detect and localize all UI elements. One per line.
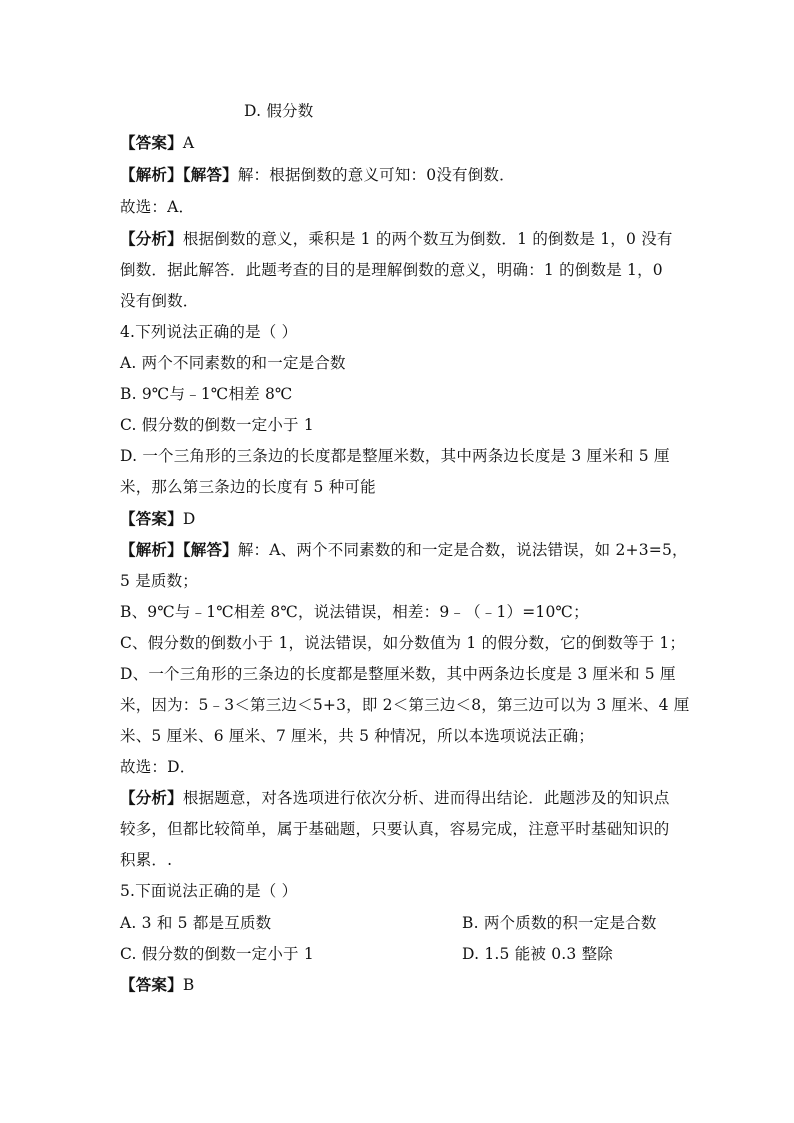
q4-conclusion: 故选：D． bbox=[120, 758, 196, 776]
analysis-tag: 【解析】【解答】 bbox=[120, 540, 238, 559]
q3-answer: A bbox=[182, 134, 195, 152]
q4-analysis-line-5: D、一个三角形的三条边的长度都是整厘米数，其中两条边长度是 3 厘米和 5 厘 bbox=[120, 665, 676, 683]
q4-analysis-line-7: 米、5 厘米、6 厘米、7 厘米，共 5 种情况，所以本选项说法正确； bbox=[120, 727, 595, 745]
q3-fenxi-text-1: 根据倒数的意义，乘积是 1 的两个数互为倒数．1 的倒数是 1，0 没有 bbox=[182, 230, 673, 248]
q4-fenxi-line-3: 积累．. bbox=[120, 851, 173, 869]
q3-answer-line bbox=[120, 133, 194, 153]
q5-answer-line bbox=[120, 975, 194, 995]
q3-analysis-line bbox=[120, 165, 515, 185]
q4-fenxi-text-1: 根据题意，对各选项进行依次分析、进而得出结论．此题涉及的知识点 bbox=[182, 789, 670, 807]
q4-analysis-line-2: 5 是质数； bbox=[120, 572, 198, 590]
q4-analysis-text-1: 解：A、两个不同素数的和一定是合数，说法错误，如 2+3=5， bbox=[237, 541, 688, 559]
q5-option-d: D. 1.5 能被 0.3 整除 bbox=[462, 945, 614, 963]
q4-option-d-line-2: 米，那么第三条边的长度有 5 种可能 bbox=[120, 478, 376, 496]
q4-option-c: C. 假分数的倒数一定小于 1 bbox=[120, 416, 314, 434]
q4-option-b: B. 9℃与﹣1℃相差 8℃ bbox=[120, 385, 293, 403]
q5-stem: 5.下面说法正确的是（ ） bbox=[120, 882, 298, 900]
q5-option-c: C. 假分数的倒数一定小于 1 bbox=[120, 945, 314, 963]
q5-option-a: A. 3 和 5 都是互质数 bbox=[120, 914, 272, 932]
q5-answer: B bbox=[182, 976, 195, 994]
q4-option-d-line-1: D. 一个三角形的三条边的长度都是整厘米数，其中两条边长度是 3 厘米和 5 厘 bbox=[120, 447, 670, 465]
q4-fenxi-line-2: 较多，但都比较简单，属于基础题，只要认真，容易完成，注意平时基础知识的 bbox=[120, 820, 670, 838]
q4-answer: D bbox=[182, 510, 196, 528]
q3-fenxi-line-2: 倒数．据此解答．此题考查的目的是理解倒数的意义，明确：1 的倒数是 1，0 bbox=[120, 261, 663, 279]
q4-fenxi-line-1 bbox=[120, 788, 670, 808]
q5-option-b: B. 两个质数的积一定是合数 bbox=[462, 914, 657, 932]
q3-fenxi-line-1 bbox=[120, 229, 673, 249]
q4-analysis-line-6: 米，因为：5﹣3＜第三边＜5+3，即 2＜第三边＜8，第三边可以为 3 厘米、4 厘 bbox=[120, 696, 690, 714]
q3-fenxi-line-3: 没有倒数． bbox=[120, 292, 199, 310]
q3-analysis: 解：根据倒数的意义可知：0没有倒数． bbox=[237, 166, 515, 184]
answer-tag: 【答案】 bbox=[120, 975, 183, 994]
answer-tag: 【答案】 bbox=[120, 133, 183, 152]
q4-answer-line bbox=[120, 509, 195, 529]
answer-tag: 【答案】 bbox=[120, 509, 183, 528]
fenxi-tag: 【分析】 bbox=[120, 229, 183, 248]
fenxi-tag: 【分析】 bbox=[120, 788, 183, 807]
analysis-tag: 【解析】【解答】 bbox=[120, 165, 238, 184]
q3-option-d: D. 假分数 bbox=[244, 102, 314, 120]
q4-option-a: A. 两个不同素数的和一定是合数 bbox=[120, 354, 346, 372]
q4-stem: 4.下列说法正确的是（ ） bbox=[120, 323, 298, 341]
q4-analysis-line-1 bbox=[120, 540, 688, 560]
q3-conclusion: 故选：A． bbox=[120, 198, 195, 216]
q4-analysis-line-3: B、9℃与﹣1℃相差 8℃，说法错误，相差：9﹣（﹣1）=10℃； bbox=[120, 603, 589, 621]
q4-analysis-line-4: C、假分数的倒数小于 1，说法错误，如分数值为 1 的假分数，它的倒数等于 1； bbox=[120, 634, 686, 652]
